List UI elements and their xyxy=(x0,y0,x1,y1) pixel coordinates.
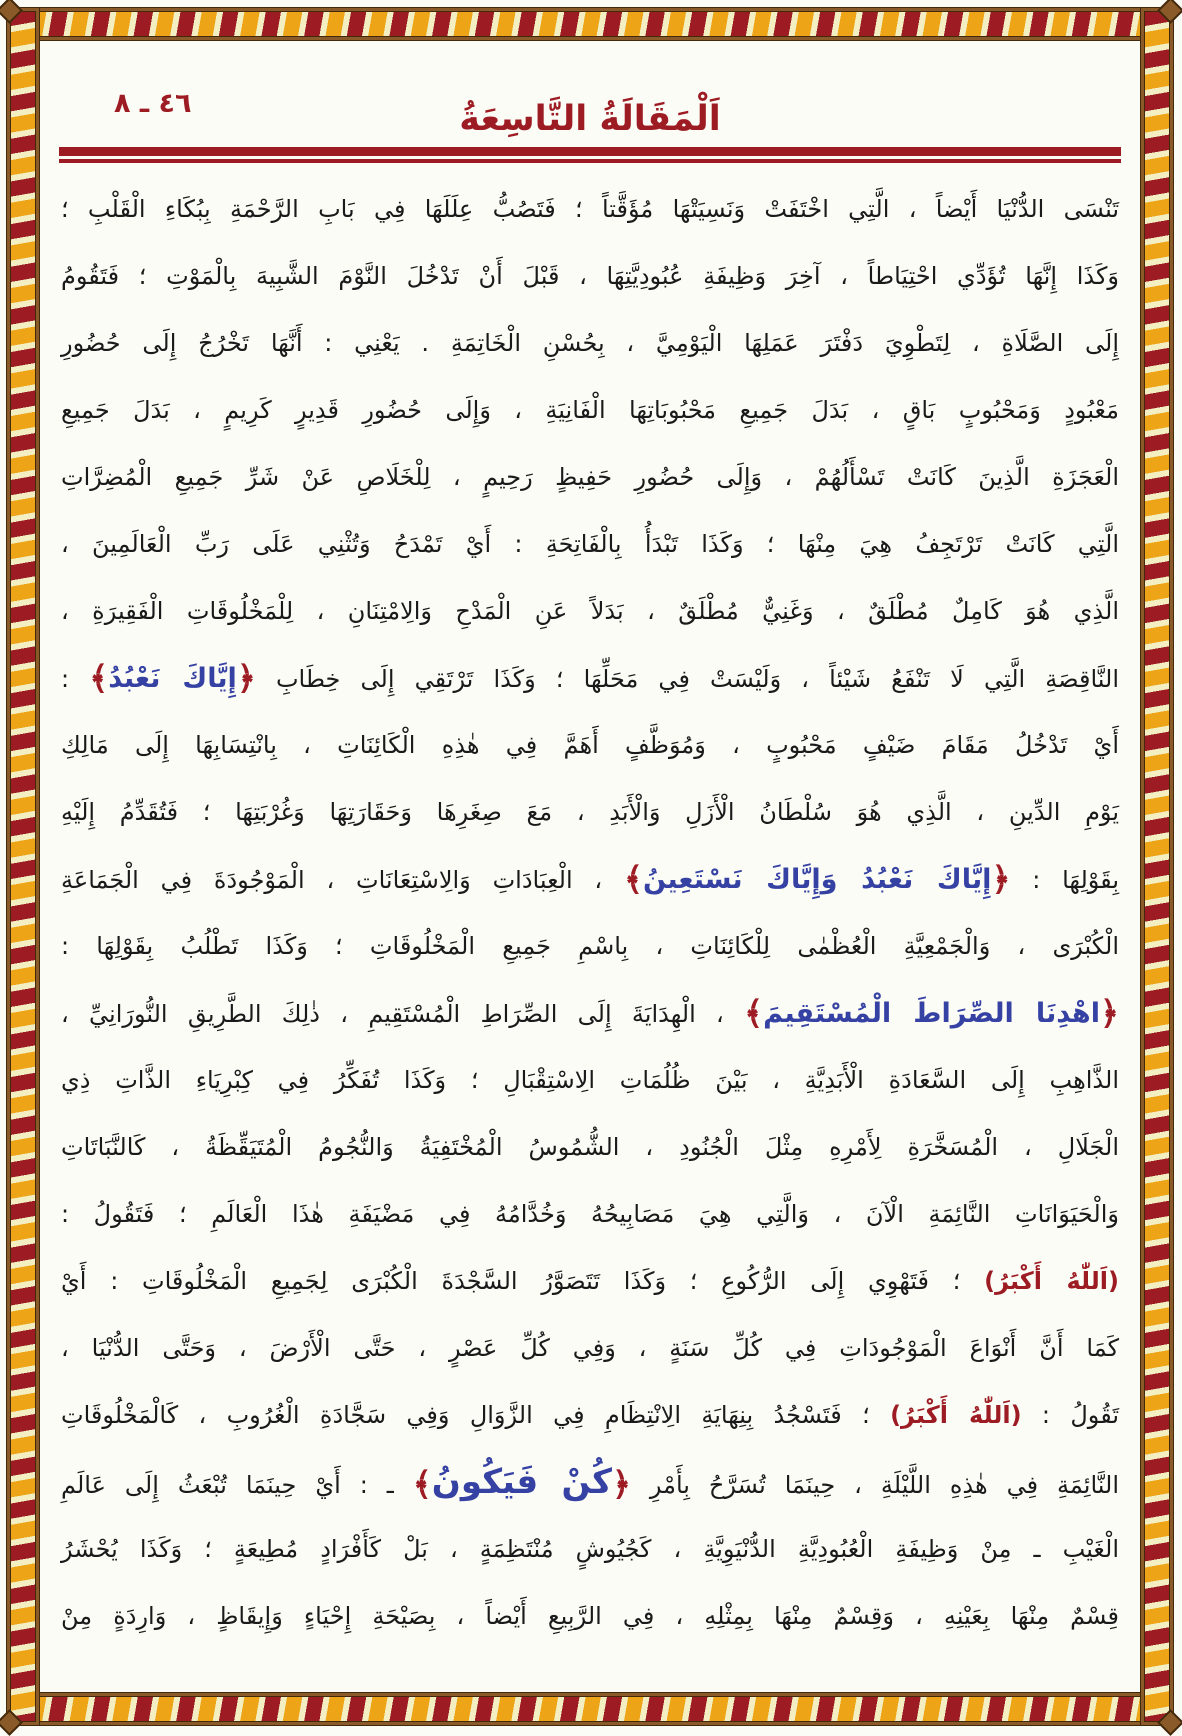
quran-quote: كُنْ فَيَكُونُ xyxy=(432,1462,613,1502)
text-line xyxy=(62,712,1120,779)
body-text-run: قِسْمٌ مِنْهَا بِعَيْنِهِ ، وَقِسْمٌ مِنْهَا بِمِثْلِهِ ، فِي الرَّبِيعِ أَيْضاً ، بِصَيْحَةِ إِحْيَاءٍ وَإِيقَاظٍ ، وَارِدَةٍ مِنْ xyxy=(62,1602,1120,1630)
rule-thin-bar xyxy=(60,159,1122,163)
takbir-phrase: (اَللّٰهُ أَكْبَرُ) xyxy=(985,1267,1120,1295)
quran-quote: اهْدِنَا الصِّرَاطَ الْمُسْتَقِيمَ xyxy=(764,998,1102,1029)
body-text-run: وَالْحَيَوَانَاتِ النَّائِمَةِ الْآنَ ، وَالَّتِي هِيَ مَصَابِيحُهُ وَخُدَّامُهُ فِي مَضْيَفَةِ هٰذَا الْعَالَمِ ؛ فَتَقُولُ : xyxy=(62,1200,1120,1228)
text-line xyxy=(62,1114,1120,1181)
text-line xyxy=(62,779,1120,846)
body-text-run: ـ : أَيْ حِينَمَا تُبْعَثُ إِلَى عَالَمِ xyxy=(62,1471,414,1499)
text-line xyxy=(62,243,1120,310)
body-text-run: الْكُبْرَى ، وَالْجَمْعِيَّةِ الْعُظْمٰى لِلْكَائِنَاتِ ، بِاسْمِ جَمِيعِ الْمَخْلُوقَاتِ ؛ وَكَذَا تَطْلُبُ بِقَوْلِهَا : xyxy=(62,932,1120,960)
text-line xyxy=(62,913,1120,980)
quran-bracket-icon: ﴿ xyxy=(1101,994,1120,1032)
body-text-run: تَقُولُ : xyxy=(1022,1401,1121,1429)
text-line xyxy=(62,1516,1120,1583)
quran-bracket-icon: ﴾ xyxy=(624,860,644,898)
text-line xyxy=(62,1449,1120,1516)
rule-thick-bar xyxy=(60,147,1122,156)
quran-bracket-icon: ﴿ xyxy=(612,1465,632,1503)
quran-quote: إِيَّاكَ نَعْبُدُ وَإِيَّاكَ نَسْتَعِينُ xyxy=(643,864,993,895)
body-text xyxy=(62,176,1120,1650)
text-line xyxy=(62,645,1120,712)
quran-quote: إِيَّاكَ نَعْبُدُ xyxy=(109,663,238,694)
body-text-run: النَّائِمَةِ فِي هٰذِهِ اللَّيْلَةِ ، حِينَمَا تُسَرَّحُ بِأَمْرِ xyxy=(631,1471,1121,1499)
takbir-phrase: (اَللّٰهُ أَكْبَرُ) xyxy=(891,1401,1023,1429)
text-line xyxy=(62,444,1120,511)
body-text-run: الَّتِي كَانَتْ تَرْتَجِفُ هِيَ مِنْهَا ؛ وَكَذَا تَبْدَأُ بِالْفَاتِحَةِ : أَيْ تَمْدَحُ وَتُثْنِي عَلَى رَبِّ الْعَالَمِينَ ، xyxy=(62,530,1120,558)
body-text-run: الْجَلَالِ ، الْمُسَخَّرَةِ لِأَمْرِهِ مِثْلَ الْجُنُودِ ، الشُّمُوسُ الْمُخْتَفِيَةُ وَالنُّجُومُ الْمُتَيَقِّظَةُ ، كَالنَّبَاتَاتِ xyxy=(62,1133,1120,1161)
text-line xyxy=(62,1047,1120,1114)
body-text-run: ؛ فَتَهْوِي إِلَى الرُّكُوعِ ؛ وَكَذَا تَتَصَوَّرُ السَّجْدَةَ الْكُبْرَى لِجَمِيعِ الْمَخْلُوقَاتِ : أَيْ xyxy=(62,1267,986,1295)
text-line xyxy=(62,578,1120,645)
quran-bracket-icon: ﴿ xyxy=(237,659,257,697)
body-text-run: بِقَوْلِهَا : xyxy=(1011,866,1121,894)
text-line xyxy=(62,846,1120,913)
body-text-run: الذَّاهِبِ إِلَى السَّعَادَةِ الْأَبَدِيَّةِ ، بَيْنَ ظُلُمَاتِ الِاسْتِقْبَالِ ؛ وَكَذَا تُفَكِّرُ فِي كِبْرِيَاءِ الذَّاتِ ذِي xyxy=(62,1066,1120,1094)
text-line xyxy=(62,1315,1120,1382)
body-text-run: الَّذِي هُوَ كَامِلٌ مُطْلَقٌ ، وَغَنِيٌّ مُطْلَقٌ ، بَدَلاً عَنِ الْمَدْحِ وَالِامْتِنَانِ ، لِلْمَخْلُوقَاتِ الْفَقِيرَةِ ، xyxy=(62,597,1120,625)
border-left xyxy=(8,8,40,1725)
body-text-run: : xyxy=(62,665,91,693)
body-text-run: النَّاقِصَةِ الَّتِي لَا تَنْفَعُ شَيْئاً ، وَلَيْسَتْ فِي مَحَلِّهَا ؛ وَكَذَا تَرْتَقِي إِلَى خِطَابِ xyxy=(256,665,1120,693)
body-text-run: ، الْعِبَادَاتِ وَالِاسْتِعَانَاتِ ، الْمَوْجُودَةَ فِي الْجَمَاعَةِ xyxy=(62,866,625,894)
body-text-run: الْغَيْبِ ـ مِنْ وَظِيفَةِ الْعُبُودِيَّةِ الدُّنْيَوِيَّةِ ، كَجُيُوشٍ مُنْتَظِمَةٍ ، بَلْ كَأَفْرَادٍ مُطِيعَةٍ ؛ وَكَذَا يُحْشَرُ xyxy=(62,1535,1120,1563)
text-line xyxy=(62,1382,1120,1449)
text-line xyxy=(62,377,1120,444)
body-text-run: وَكَذَا إِنَّهَا تُؤَدِّي احْتِيَاطاً ، آخِرَ وَظِيفَةِ عُبُودِيَّتِهَا ، قَبْلَ أَنْ تَدْخُلَ النَّوْمَ الشَّبِيهَ بِالْمَوْتِ ؛ فَتَقُومُ xyxy=(62,262,1120,290)
text-line xyxy=(62,1248,1120,1315)
quran-bracket-icon: ﴾ xyxy=(745,994,765,1032)
body-text-run: ؛ فَتَسْجُدُ بِنِهَايَةِ الِانْتِظَامِ فِي الزَّوَالِ وَفِي سَجَّادَةِ الْغُرُوبِ ، كَالْمَخْلُوقَاتِ xyxy=(62,1401,892,1429)
text-line xyxy=(62,511,1120,578)
text-line xyxy=(62,1583,1120,1650)
body-text-run: الْعَجَزَةِ الَّذِينَ كَانَتْ تَسْأَلُهُمْ ، وَإِلَى حُضُورِ حَفِيظٍ رَحِيمٍ ، لِلْخَلَاصِ عَنْ شَرِّ جَمِيعِ الْمُضِرَّاتِ xyxy=(62,463,1120,491)
page-number-marker: ٤٦ ـ ٨ xyxy=(115,88,193,119)
quran-bracket-icon: ﴾ xyxy=(413,1465,433,1503)
body-text-run: تَنْسَى الدُّنْيَا أَيْضاً ، الَّتِي اخْتَفَتْ وَنَسِيَتْهَا مُؤَقَّتاً ؛ فَتَصُبُّ عِلَلَهَا فِي بَابِ الرَّحْمَةِ بِبُكَاءِ الْقَلْبِ ؛ xyxy=(62,195,1120,223)
body-text-run: إِلَى الصَّلَاةِ ، لِتَطْوِيَ دَفْتَرَ عَمَلِهَا الْيَوْمِيَّ ، بِحُسْنِ الْخَاتِمَةِ . يَعْنِي : أَنَّهَا تَخْرُجُ إِلَى حُضُورِ xyxy=(62,329,1120,357)
text-line xyxy=(62,310,1120,377)
quran-bracket-icon: ﴿ xyxy=(992,860,1012,898)
body-text-run: يَوْمِ الدِّينِ ، الَّذِي هُوَ سُلْطَانُ الْأَزَلِ وَالْأَبَدِ ، مَعَ صِغَرِهَا وَحَقَارَتِهَا وَغُرْبَتِهَا ؛ فَتُقَدِّمُ إِلَيْهِ xyxy=(62,798,1120,826)
text-line xyxy=(62,980,1120,1047)
border-top xyxy=(8,8,1174,40)
page-title: اَلْمَقَالَةُ التَّاسِعَةُ xyxy=(460,99,722,140)
text-line xyxy=(62,176,1120,243)
body-text-run: ، الْهِدَايَةَ إِلَى الصِّرَاطِ الْمُسْتَقِيمِ ، ذٰلِكَ الطَّرِيقِ النُّورَانِيِّ ، xyxy=(62,1000,746,1028)
text-line xyxy=(62,1181,1120,1248)
body-text-run: أَيْ تَدْخُلُ مَقَامَ ضَيْفٍ مَحْبُوبٍ ، وَمُوَظَّفٍ أَهَمَّ فِي هٰذِهِ الْكَائِنَاتِ ، بِانْتِسَابِهَا إِلَى مَالِكِ xyxy=(62,731,1120,759)
quran-bracket-icon: ﴾ xyxy=(90,659,110,697)
border-right xyxy=(1142,8,1174,1725)
border-bottom xyxy=(8,1693,1174,1725)
body-text-run: كَمَا أَنَّ أَنْوَاعَ الْمَوْجُودَاتِ فِي كُلِّ سَنَةٍ ، وَفِي كُلِّ عَصْرٍ ، حَتَّى الْأَرْضَ ، وَحَتَّى الدُّنْيَا ، xyxy=(62,1334,1120,1362)
body-text-run: مَعْبُودٍ وَمَحْبُوبٍ بَاقٍ ، بَدَلَ جَمِيعِ مَحْبُوبَاتِهَا الْفَانِيَةِ ، وَإِلَى حُضُورِ قَدِيرٍ كَرِيمٍ ، بَدَلَ جَمِيعِ xyxy=(62,396,1120,424)
double-rule xyxy=(60,147,1122,163)
